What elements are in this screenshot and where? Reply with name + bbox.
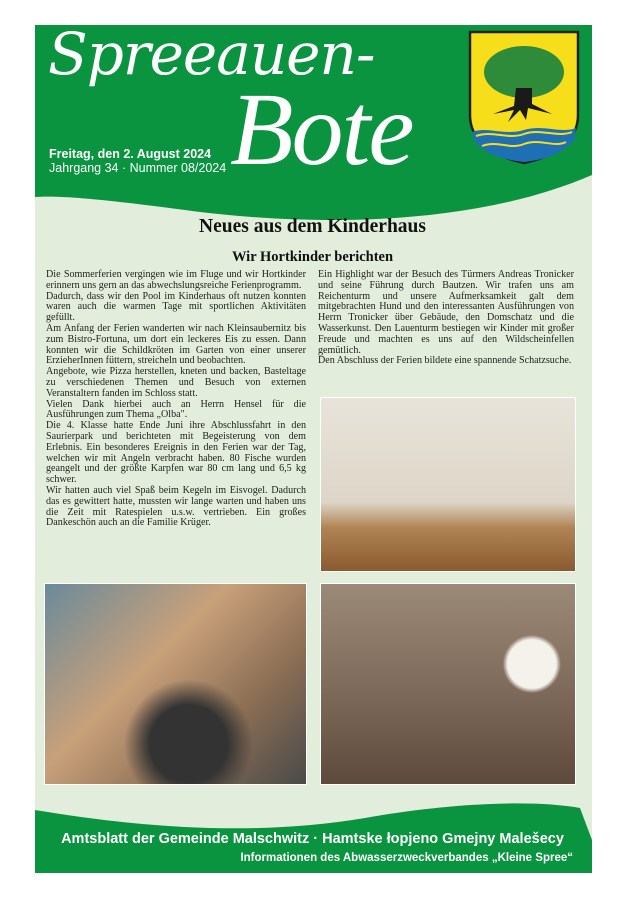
paragraph: Die 4. Klasse hatte Ende Juni ihre Abschlussfahrt in den Saurierpark und berichteten mit Begeisterung von dem Erlebnis. Ein besonderes Ereignis in den Ferien war der Tag, welchen wir mit Angeln verbracht haben. 80 Fische wurden geangelt und der größte Karpfen war 80 cm lang und 6,5 kg schwer. <box>46 420 306 486</box>
masthead-title-line2: Bote <box>230 72 413 187</box>
article-subtitle: Wir Hortkinder berichten <box>231 249 394 265</box>
paragraph: Angebote, wie Pizza herstellen, kneten und backen, Basteltage zu verschiedenen Themen und Besuch von externen Veranstaltern fanden im Schloss statt. <box>46 366 306 399</box>
paragraph: Den Abschluss der Ferien bildete eine spannende Schatzsuche. <box>318 355 572 367</box>
photo-clay-sculptures <box>320 397 576 572</box>
paragraph: Dadurch, dass wir den Pool im Kinderhaus oft nutzen konnten waren auch die warmen Tage mit sportlichen Aktivitäten gefüllt. <box>46 290 306 324</box>
article-column-right <box>318 270 574 367</box>
paragraph: Die Sommerferien vergingen wie im Fluge und wir Hortkinder erinnern uns gern an das abwechslungsreiche Ferienprogramm. <box>46 269 306 291</box>
issue-number: Jahrgang 34 · Nummer 08/2024 <box>49 161 227 175</box>
paragraph: Wir hatten auch viel Spaß beim Kegeln im Eisvogel. Dadurch das es gewittert hatte, mussten wir lange warten und haben uns die Zeit mit Ratespielen u.s.w. vertrieben. Ein großes Dankeschön auch an die Familie Krüger. <box>46 484 306 529</box>
paragraph: Ein Highlight war der Besuch des Türmers Andreas Tronicker und seine Führung durch Bautzen. Wir trafen uns am Reichenturm und unsere Aufmerksamkeit galt dem mitgebrachten Hund und den interessanten Ausführungen von Herrn Tronicker über Gebäude, den Domschatz und die Wasserkunst. Den Lauenturm bestiegen wir Kinder mit großer Freude und machten es uns auf den Wildscheinfellen gemütlich. <box>318 269 574 356</box>
masthead-title-line1: Spreeauen- <box>48 20 375 88</box>
photo-tower-visit <box>320 583 576 785</box>
article-title: Neues aus dem Kinderhaus <box>199 216 426 237</box>
photo-children-fishing <box>44 583 307 785</box>
article-column-left <box>46 270 306 529</box>
footer-association-info: Informationen des Abwasserzweckverbandes „Kleine Spree“ <box>240 852 573 864</box>
footer-official-gazette: Amtsblatt der Gemeinde Malschwitz · Hamtske łopjeno Gmejny Malešecy <box>61 831 564 847</box>
coat-of-arms-icon <box>468 30 580 165</box>
paragraph: Am Anfang der Ferien wanderten wir nach Kleinsaubernitz bis zum Bistro-Fortuna, um dort ein leckeres Eis zu essen. Dann konnten wir die Schildkröten im Garten von einer unserer ErzieherInnen füttern, streicheln und beobachten. <box>46 322 306 367</box>
paragraph: Vielen Dank hierbei auch an Herrn Hensel für die Ausführungen zum Thema „Olba". <box>46 398 306 421</box>
issue-date: Freitag, den 2. August 2024 <box>49 147 212 161</box>
